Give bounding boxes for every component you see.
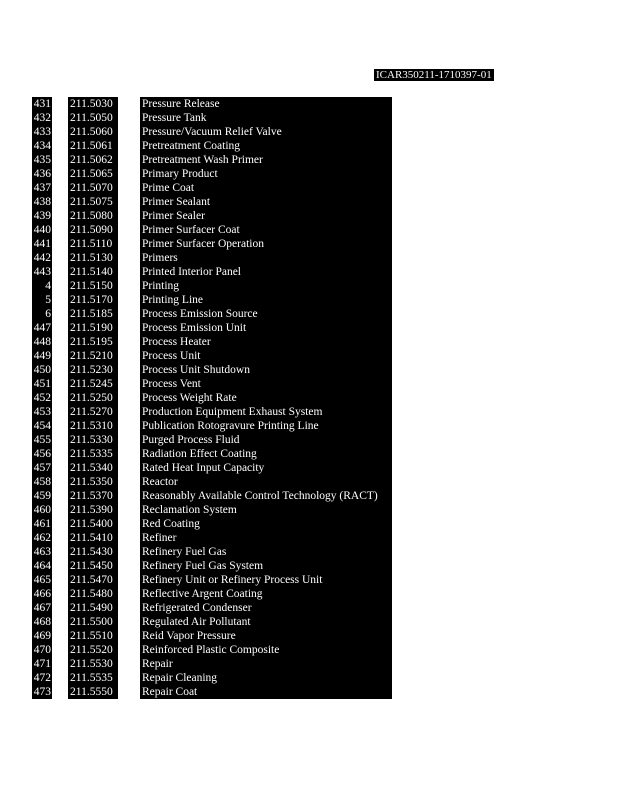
table-row <box>32 671 392 685</box>
row-number: 449 <box>33 350 51 362</box>
table-row <box>32 405 392 419</box>
section-code: 211.5430 <box>68 545 118 559</box>
section-code: 211.5480 <box>68 587 118 601</box>
row-number: 452 <box>33 392 51 404</box>
term-name: Primer Sealer <box>140 209 392 223</box>
table-row <box>32 279 392 293</box>
row-number: 469 <box>33 630 51 642</box>
section-code: 211.5335 <box>68 447 118 461</box>
section-code: 211.5070 <box>68 181 118 195</box>
section-code: 211.5470 <box>68 573 118 587</box>
row-number: 435 <box>33 154 51 166</box>
row-number: 447 <box>33 322 51 334</box>
table-row <box>32 545 392 559</box>
section-code: 211.5350 <box>68 475 118 489</box>
section-code: 211.5090 <box>68 223 118 237</box>
table-row <box>32 447 392 461</box>
section-code: 211.5060 <box>68 125 118 139</box>
table-row <box>32 643 392 657</box>
table-row <box>32 517 392 531</box>
section-code: 211.5185 <box>68 307 118 321</box>
row-number: 6 <box>32 307 52 321</box>
table-row <box>32 489 392 503</box>
table-row <box>32 615 392 629</box>
term-name: Printed Interior Panel <box>140 265 392 279</box>
table-row <box>32 461 392 475</box>
table-row <box>32 321 392 335</box>
term-name: Refiner <box>140 531 392 545</box>
section-code: 211.5310 <box>68 419 118 433</box>
term-name: Printing <box>140 279 392 293</box>
section-code: 211.5340 <box>68 461 118 475</box>
table-row <box>32 349 392 363</box>
row-number: 443 <box>33 266 51 278</box>
table-row <box>32 139 392 153</box>
term-name: Prime Coat <box>140 181 392 195</box>
section-code: 211.5230 <box>68 363 118 377</box>
term-name: Refrigerated Condenser <box>140 601 392 615</box>
row-number: 465 <box>33 574 51 586</box>
table-row <box>32 573 392 587</box>
section-code: 211.5170 <box>68 293 118 307</box>
term-name: Regulated Air Pollutant <box>140 615 392 629</box>
term-name: Primers <box>140 251 392 265</box>
section-code: 211.5080 <box>68 209 118 223</box>
term-name: Red Coating <box>140 517 392 531</box>
row-number: 464 <box>33 560 51 572</box>
table-row <box>32 153 392 167</box>
term-name: Rated Heat Input Capacity <box>140 461 392 475</box>
table-row <box>32 265 392 279</box>
row-number: 436 <box>33 168 51 180</box>
row-number: 440 <box>33 224 51 236</box>
table-row <box>32 433 392 447</box>
table-row <box>32 195 392 209</box>
term-name: Repair Coat <box>140 685 392 699</box>
term-name: Reflective Argent Coating <box>140 587 392 601</box>
term-name: Purged Process Fluid <box>140 433 392 447</box>
table-row <box>32 97 392 111</box>
term-name: Radiation Effect Coating <box>140 447 392 461</box>
table-row <box>32 125 392 139</box>
term-name: Repair Cleaning <box>140 671 392 685</box>
section-code: 211.5410 <box>68 531 118 545</box>
row-number: 466 <box>33 588 51 600</box>
row-number: 438 <box>33 196 51 208</box>
row-number: 441 <box>33 238 51 250</box>
row-number: 448 <box>33 336 51 348</box>
term-name: Reinforced Plastic Composite <box>140 643 392 657</box>
row-number: 450 <box>33 364 51 376</box>
table-row <box>32 335 392 349</box>
section-code: 211.5140 <box>68 265 118 279</box>
row-number: 468 <box>33 616 51 628</box>
section-code: 211.5062 <box>68 153 118 167</box>
section-code: 211.5130 <box>68 251 118 265</box>
row-number: 472 <box>33 672 51 684</box>
row-number: 454 <box>33 420 51 432</box>
table-row <box>32 685 392 699</box>
section-code: 211.5030 <box>68 97 118 111</box>
term-name: Process Emission Source <box>140 307 392 321</box>
section-code: 211.5210 <box>68 349 118 363</box>
row-number: 5 <box>32 293 52 307</box>
row-number: 456 <box>33 448 51 460</box>
table-row <box>32 251 392 265</box>
table-row <box>32 531 392 545</box>
term-name: Primer Sealant <box>140 195 392 209</box>
row-number: 431 <box>33 98 51 110</box>
section-code: 211.5520 <box>68 643 118 657</box>
section-code: 211.5150 <box>68 279 118 293</box>
term-name: Repair <box>140 657 392 671</box>
section-code: 211.5245 <box>68 377 118 391</box>
section-code: 211.5490 <box>68 601 118 615</box>
table-row <box>32 601 392 615</box>
table-row <box>32 237 392 251</box>
table-row <box>32 391 392 405</box>
section-code: 211.5195 <box>68 335 118 349</box>
term-name: Process Unit Shutdown <box>140 363 392 377</box>
row-number: 434 <box>33 140 51 152</box>
row-number: 437 <box>33 182 51 194</box>
section-code: 211.5050 <box>68 111 118 125</box>
term-name: Process Unit <box>140 349 392 363</box>
section-code: 211.5500 <box>68 615 118 629</box>
table-row <box>32 167 392 181</box>
table-row <box>32 223 392 237</box>
table-row <box>32 629 392 643</box>
row-number: 461 <box>33 518 51 530</box>
row-number: 433 <box>33 126 51 138</box>
term-name: Refinery Unit or Refinery Process Unit <box>140 573 392 587</box>
section-code: 211.5270 <box>68 405 118 419</box>
section-code: 211.5250 <box>68 391 118 405</box>
term-name: Refinery Fuel Gas <box>140 545 392 559</box>
term-name: Pressure Release <box>140 97 392 111</box>
section-code: 211.5550 <box>68 685 118 699</box>
row-number: 470 <box>33 644 51 656</box>
document-id: ICAR350211-1710397-01 <box>376 69 492 81</box>
row-number: 473 <box>33 686 51 698</box>
term-name: Refinery Fuel Gas System <box>140 559 392 573</box>
term-name: Pressure/Vacuum Relief Valve <box>140 125 392 139</box>
table-row <box>32 307 392 321</box>
table-row <box>32 559 392 573</box>
row-number: 455 <box>33 434 51 446</box>
section-code: 211.5110 <box>68 237 118 251</box>
row-number: 458 <box>33 476 51 488</box>
row-number: 460 <box>33 504 51 516</box>
table-row <box>32 419 392 433</box>
row-number: 457 <box>33 462 51 474</box>
row-number: 442 <box>33 252 51 264</box>
section-code: 211.5370 <box>68 489 118 503</box>
term-name: Pretreatment Wash Primer <box>140 153 392 167</box>
term-name: Reid Vapor Pressure <box>140 629 392 643</box>
table-row <box>32 503 392 517</box>
row-number: 4 <box>32 279 52 293</box>
term-name: Process Emission Unit <box>140 321 392 335</box>
section-code: 211.5535 <box>68 671 118 685</box>
table-row <box>32 111 392 125</box>
definitions-table <box>32 97 392 699</box>
row-number: 453 <box>33 406 51 418</box>
section-code: 211.5450 <box>68 559 118 573</box>
term-name: Reclamation System <box>140 503 392 517</box>
term-name: Process Vent <box>140 377 392 391</box>
table-row <box>32 293 392 307</box>
table-row <box>32 181 392 195</box>
table-row <box>32 363 392 377</box>
row-number: 459 <box>33 490 51 502</box>
term-name: Production Equipment Exhaust System <box>140 405 392 419</box>
table-row <box>32 657 392 671</box>
section-code: 211.5061 <box>68 139 118 153</box>
term-name: Reasonably Available Control Technology (RACT) <box>140 489 392 503</box>
table-row <box>32 209 392 223</box>
term-name: Reactor <box>140 475 392 489</box>
table-row <box>32 377 392 391</box>
row-number: 451 <box>33 378 51 390</box>
term-name: Primary Product <box>140 167 392 181</box>
section-code: 211.5390 <box>68 503 118 517</box>
row-number: 439 <box>33 210 51 222</box>
row-number: 471 <box>33 658 51 670</box>
term-name: Process Heater <box>140 335 392 349</box>
table-row <box>32 587 392 601</box>
section-code: 211.5510 <box>68 629 118 643</box>
term-name: Pretreatment Coating <box>140 139 392 153</box>
row-number: 467 <box>33 602 51 614</box>
row-number: 463 <box>33 546 51 558</box>
section-code: 211.5065 <box>68 167 118 181</box>
section-code: 211.5400 <box>68 517 118 531</box>
term-name: Pressure Tank <box>140 111 392 125</box>
row-number: 432 <box>33 112 51 124</box>
row-number: 462 <box>33 532 51 544</box>
section-code: 211.5075 <box>68 195 118 209</box>
term-name: Printing Line <box>140 293 392 307</box>
term-name: Primer Surfacer Coat <box>140 223 392 237</box>
section-code: 211.5190 <box>68 321 118 335</box>
section-code: 211.5330 <box>68 433 118 447</box>
section-code: 211.5530 <box>68 657 118 671</box>
term-name: Primer Surfacer Operation <box>140 237 392 251</box>
table-row <box>32 475 392 489</box>
term-name: Publication Rotogravure Printing Line <box>140 419 392 433</box>
term-name: Process Weight Rate <box>140 391 392 405</box>
